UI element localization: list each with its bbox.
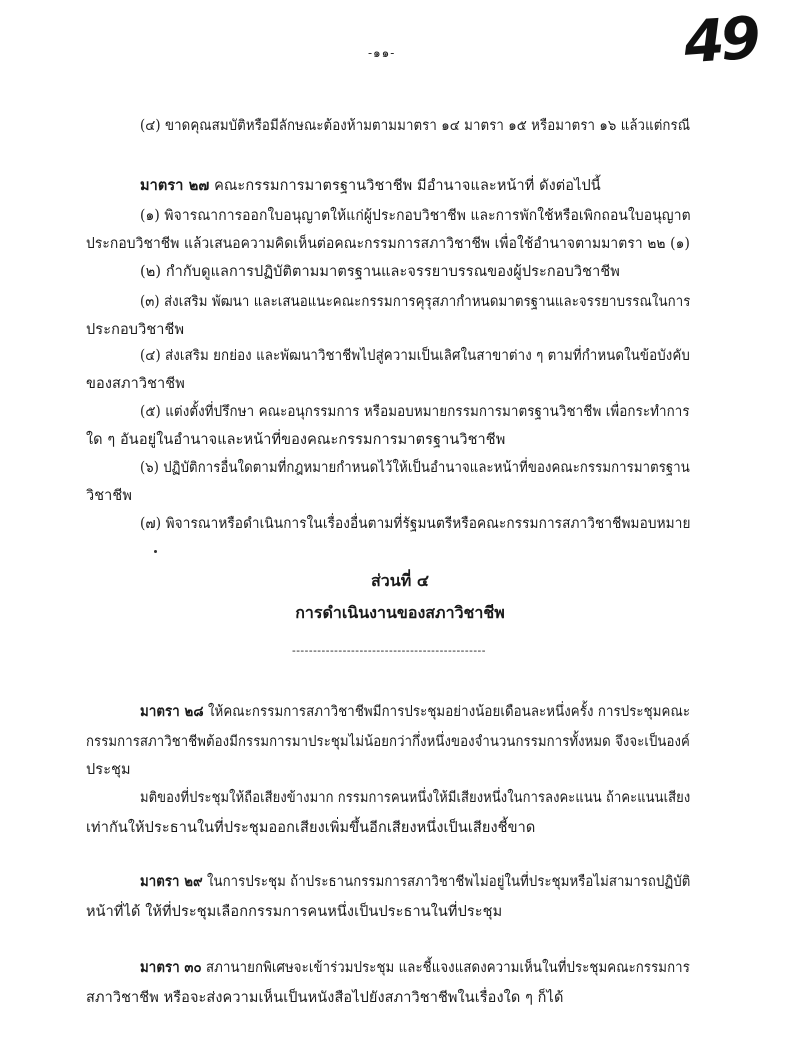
clause-line: (๑) พิจารณาการออกใบอนุญาตให้แก่ผู้ประกอบวิชาชีพ และการพักใช้หรือเพิกถอนใบอนุญาต (140, 208, 691, 224)
clause-line: (๗) พิจารณาหรือดำเนินการในเรื่องอื่นตามที่รัฐมนตรีหรือคณะกรรมการสภาวิชาชีพมอบหมาย (140, 516, 691, 532)
clause-line: (๓) ส่งเสริม พัฒนา และเสนอแนะคณะกรรมการคุรุสภากำหนดมาตรฐานและจรรยาบรรณในการ (140, 294, 691, 310)
section-28-line (140, 702, 690, 722)
section-text: คณะกรรมการมาตรฐานวิชาชีพ มีอำนาจและหน้าที่ ดังต่อไปนี้ (214, 178, 601, 194)
continuation-line: ประกอบวิชาชีพ (86, 322, 185, 338)
continuation-line: วิชาชีพ (86, 488, 133, 504)
section-29-line (140, 872, 690, 892)
scan-speck (154, 550, 157, 553)
section-number-heading: ส่วนที่ ๔ (371, 571, 429, 590)
continuation-line: กรรมการสภาวิชาชีพต้องมีกรรมการมาประชุมไม่น้อยกว่ากึ่งหนึ่งของจำนวนกรรมการทั้งหมด จึงจะเป็นองค์ (86, 734, 690, 750)
section-label: มาตรา ๓๐ (140, 959, 202, 976)
section-text: สภานายกพิเศษจะเข้าร่วมประชุม และชี้แจงแสดงความเห็นในที่ประชุมคณะกรรมการ (206, 960, 690, 976)
section-text: ให้คณะกรรมการสภาวิชาชีพมีการประชุมอย่างน้อยเดือนละหนึ่งครั้ง การประชุมคณะ (207, 704, 691, 720)
section-label: มาตรา ๒๘ (140, 703, 204, 720)
paragraph-line: มติของที่ประชุมให้ถือเสียงข้างมาก กรรมการคนหนึ่งให้มีเสียงหนึ่งในการลงคะแนน ถ้าคะแนนเสียง (140, 790, 691, 806)
clause-line: (๕) แต่งตั้งที่ปรึกษา คณะอนุกรรมการ หรือมอบหมายกรรมการมาตรฐานวิชาชีพ เพื่อกระทำการ (140, 404, 690, 420)
clause-line: (๔) ส่งเสริม ยกย่อง และพัฒนาวิชาชีพไปสู่ความเป็นเลิศในสาขาต่าง ๆ ตามที่กำหนดในข้อบังคับ (140, 348, 690, 364)
clause-line: (๒) กำกับดูแลการปฏิบัติตามมาตรฐานและจรรยาบรรณของผู้ประกอบวิชาชีพ (140, 264, 620, 280)
clause-line: (๖) ปฏิบัติการอื่นใดตามที่กฎหมายกำหนดไว้ให้เป็นอำนาจและหน้าที่ของคณะกรรมการมาตรฐาน (140, 460, 690, 476)
handwritten-page-number: 49 (681, 3, 760, 77)
section-title-heading: การดำเนินงานของสภาวิชาชีพ (295, 603, 505, 622)
section-text: ในการประชุม ถ้าประธานกรรมการสภาวิชาชีพไม่อยู่ในที่ประชุมหรือไม่สามารถปฏิบัติ (207, 874, 691, 890)
section-27-line (140, 176, 601, 196)
continuation-line: ประกอบวิชาชีพ แล้วเสนอความคิดเห็นต่อคณะกรรมการสภาวิชาชีพ เพื่อใช้อำนาจตามมาตรา ๒๒ (๑) (86, 236, 690, 252)
continuation-line: ของสภาวิชาชีพ (86, 376, 185, 392)
continuation-line: สภาวิชาชีพ หรือจะส่งความเห็นเป็นหนังสือไปยังสภาวิชาชีพในเรื่องใด ๆ ก็ได้ (86, 990, 564, 1006)
page-number: -๑๑- (368, 46, 396, 60)
section-label: มาตรา ๒๙ (140, 873, 203, 890)
separator-line: ---------------------------------------------- (292, 644, 486, 657)
continuation-line: ประชุม (86, 762, 131, 778)
clause-line: (๔) ขาดคุณสมบัติหรือมีลักษณะต้องห้ามตามมาตรา ๑๔ มาตรา ๑๕ หรือมาตรา ๑๖ แล้วแต่กรณี (140, 118, 691, 134)
continuation-line: เท่ากันให้ประธานในที่ประชุมออกเสียงเพิ่มขึ้นอีกเสียงหนึ่งเป็นเสียงชี้ขาด (86, 820, 536, 836)
section-label: มาตรา ๒๗ (140, 177, 210, 194)
section-30-line (140, 958, 690, 978)
continuation-line: หน้าที่ได้ ให้ที่ประชุมเลือกกรรมการคนหนึ่งเป็นประธานในที่ประชุม (86, 904, 503, 920)
continuation-line: ใด ๆ อันอยู่ในอำนาจและหน้าที่ของคณะกรรมการมาตรฐานวิชาชีพ (86, 432, 506, 448)
